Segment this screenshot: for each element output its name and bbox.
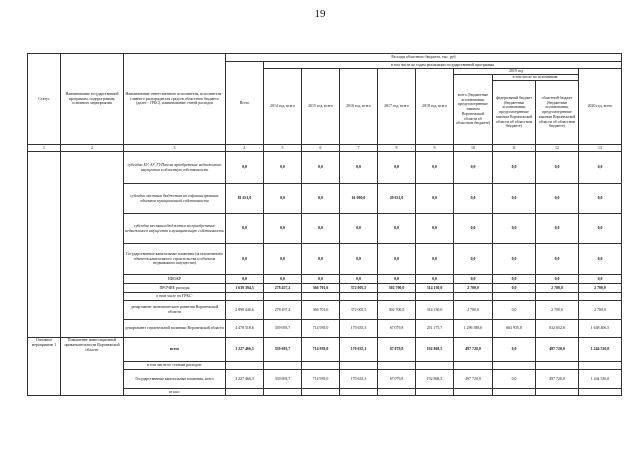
cell-value: 0,0 bbox=[302, 152, 340, 184]
cell-value: 366 701,6 bbox=[302, 284, 340, 293]
cell-value: 2 700,0 bbox=[454, 301, 493, 320]
cell-value: 0,0 bbox=[493, 275, 536, 284]
cell-value: 0,0 bbox=[264, 184, 302, 214]
cell-value bbox=[302, 293, 340, 301]
header-program-name: Наименование государственной программы, подпрограммы, основного мероприятия bbox=[61, 54, 124, 145]
row-label: департамент экономического развития Воронежской области bbox=[124, 301, 226, 320]
cell-value: 2 700,0 bbox=[454, 284, 493, 293]
cell-value: 0,0 bbox=[454, 275, 493, 284]
cell-value: 2 700,0 bbox=[536, 301, 579, 320]
row-label: Государственные капитальные вложения, всего bbox=[124, 370, 226, 389]
cell-value: 2 700,0 bbox=[536, 284, 579, 293]
cell-value: 1 244 530,0 bbox=[579, 338, 622, 362]
cell-value: 278 457,2 bbox=[264, 284, 302, 293]
cell-value: 0,0 bbox=[493, 244, 536, 275]
cell-value: 0,0 bbox=[493, 152, 536, 184]
cell-value: 170 635,3 bbox=[340, 320, 378, 338]
header-2015: 2015 год, всего bbox=[302, 69, 340, 145]
cell-value: 67 079,8 bbox=[378, 370, 416, 389]
cell-value: 366 701,6 bbox=[302, 301, 340, 320]
cell-value: 0,0 bbox=[264, 275, 302, 284]
cell-value: 0,0 bbox=[493, 284, 536, 293]
column-numbers-row bbox=[28, 145, 622, 152]
cell-value: 0,0 bbox=[340, 152, 378, 184]
row-label: в том числе по статьям расходов: bbox=[124, 362, 226, 370]
cell-value: 497 720,0 bbox=[536, 370, 579, 389]
cell-value: 372 005,5 bbox=[340, 284, 378, 293]
header-2016: 2016 год, всего bbox=[340, 69, 378, 145]
column-number: 4 bbox=[226, 145, 264, 152]
cell-value: 632 652,8 bbox=[536, 320, 579, 338]
header-by-years: в том числе по годам реализации государственной программы bbox=[264, 62, 622, 69]
cell-value: 0,0 bbox=[454, 152, 493, 184]
cell-value: 0,0 bbox=[302, 214, 340, 244]
cell-value: 0,0 bbox=[454, 184, 493, 214]
cell-value: 81 631,0 bbox=[226, 184, 264, 214]
cell-value: 0,0 bbox=[302, 275, 340, 284]
cell-value: 0,0 bbox=[536, 275, 579, 284]
cell-value: 61 000,0 bbox=[340, 184, 378, 214]
cell-value: 1 244 530,0 bbox=[579, 370, 622, 389]
cell-value: 1 639 394,3 bbox=[226, 284, 264, 293]
cell-value: 1 296 588,6 bbox=[454, 320, 493, 338]
cell-value: 0,0 bbox=[340, 275, 378, 284]
cell-value: 714 939,0 bbox=[302, 370, 340, 389]
cell-value: 497 720,0 bbox=[454, 338, 493, 362]
header-2017: 2017 год, всего bbox=[378, 69, 416, 145]
row-label: субсидии БУ, АУ, ГУПам на приобретение недвижимого имущества в областную собственность bbox=[124, 152, 226, 184]
column-number: 9 bbox=[416, 145, 454, 152]
header-2018: 2018 год, всего bbox=[416, 69, 454, 145]
header-2020: 2020 год, всего bbox=[579, 69, 622, 145]
cell-value: 663 935,8 bbox=[493, 320, 536, 338]
cell-value: 0,0 bbox=[226, 214, 264, 244]
header-status: Статус bbox=[28, 54, 61, 145]
cell-value: 0,0 bbox=[378, 214, 416, 244]
column-number: 13 bbox=[579, 145, 622, 152]
header-2014: 2014 год, всего bbox=[264, 69, 302, 145]
main-event-status: Основное мероприятие 1 bbox=[28, 338, 61, 396]
cell-value: 0,0 bbox=[536, 214, 579, 244]
cell-value: 497 720,0 bbox=[454, 370, 493, 389]
cell-value: 4 478 518,6 bbox=[226, 320, 264, 338]
cell-value: 0,0 bbox=[302, 244, 340, 275]
cell-value: 0,0 bbox=[416, 184, 454, 214]
cell-value: 0,0 bbox=[340, 214, 378, 244]
cell-value: 0,0 bbox=[579, 244, 622, 275]
cell-value: 0,0 bbox=[264, 152, 302, 184]
header-by-sources: в том числе по источникам: bbox=[493, 75, 579, 81]
cell-value: 714 939,0 bbox=[302, 320, 340, 338]
cell-value: 2 700,0 bbox=[579, 301, 622, 320]
cell-value: 339 693,7 bbox=[264, 320, 302, 338]
cell-value: 0,0 bbox=[340, 244, 378, 275]
cell-value: 2 890 446,6 bbox=[226, 301, 264, 320]
cell-value: 3 227 466,3 bbox=[226, 370, 264, 389]
column-number: 3 bbox=[124, 145, 226, 152]
cell-value: 339 693,7 bbox=[264, 338, 302, 362]
cell-value: 0,0 bbox=[493, 184, 536, 214]
cell-value: 20 631,0 bbox=[378, 184, 416, 214]
cell-value: 0,0 bbox=[493, 214, 536, 244]
budget-table bbox=[27, 53, 622, 396]
cell-value: 0,0 bbox=[536, 152, 579, 184]
row-label: Государственные капитальные вложения (за исключением объектов капитального строительства и объектов недвижимого имущества) bbox=[124, 244, 226, 275]
row-label: субсидии местным бюджетам на софинансирование объектов муниципальной собственности bbox=[124, 184, 226, 214]
column-number: 8 bbox=[378, 145, 416, 152]
cell-value: 0,0 bbox=[378, 152, 416, 184]
column-number: 10 bbox=[454, 145, 493, 152]
column-number: 1 bbox=[28, 145, 61, 152]
cell-value: 0,0 bbox=[493, 370, 536, 389]
row-label: департамент строительной политики Воронежской области bbox=[124, 320, 226, 338]
cell-value: 0,0 bbox=[378, 244, 416, 275]
cell-value bbox=[340, 293, 378, 301]
cell-value bbox=[416, 293, 454, 301]
cell-value: 3 227 466,3 bbox=[226, 338, 264, 362]
cell-value: 0,0 bbox=[416, 244, 454, 275]
row-label: субсидии местным бюджетам на приобретение недвижимого имущества в муниципальную собственность bbox=[124, 214, 226, 244]
cell-value: 0,0 bbox=[579, 152, 622, 184]
cell-value: 1 638 406,5 bbox=[579, 320, 622, 338]
cell-value: 0,0 bbox=[264, 214, 302, 244]
header-expenses: Расходы областного бюджета, тыс. руб bbox=[226, 54, 622, 62]
cell-value: 339 693,7 bbox=[264, 370, 302, 389]
cell-value: 497 720,0 bbox=[536, 338, 579, 362]
cell-value: 0,0 bbox=[493, 301, 536, 320]
table-row-main-event-total bbox=[28, 338, 622, 362]
cell-value: 314 130,0 bbox=[416, 284, 454, 293]
cell-value: 2 700,0 bbox=[579, 284, 622, 293]
main-event-name: Повышение инвестиционной привлекательности Воронежской области bbox=[61, 338, 124, 396]
column-number: 7 bbox=[340, 145, 378, 152]
cell-value: 0,0 bbox=[264, 244, 302, 275]
header-federal: федеральный бюджет (бюджетные ассигнования, предусмотренные законом Воронежской области об областном бюджете) bbox=[493, 81, 536, 145]
cell-value: 192 868,5 bbox=[416, 370, 454, 389]
column-number: 2 bbox=[61, 145, 124, 152]
cell-value: 0,0 bbox=[493, 338, 536, 362]
cell-value: 314 130,0 bbox=[416, 301, 454, 320]
page-number: 19 bbox=[314, 8, 326, 20]
row-label: ПРОЧИЕ расходы bbox=[124, 284, 226, 293]
cell-value bbox=[454, 293, 493, 301]
cell-value bbox=[536, 293, 579, 301]
cell-value: 0,0 bbox=[416, 152, 454, 184]
cell-value: 0,0 bbox=[226, 244, 264, 275]
cell-value: 0,0 bbox=[454, 214, 493, 244]
row-label: в том числе по ГРБС: bbox=[124, 293, 226, 301]
cell-value bbox=[493, 293, 536, 301]
cell-value: 170 635,3 bbox=[340, 338, 378, 362]
status-cell-empty bbox=[28, 152, 61, 338]
cell-value: 251 175,7 bbox=[416, 320, 454, 338]
header-regional: областной бюджет (бюджетные ассигнования, предусмотренные законом Воронежской области об областном бюджете) bbox=[536, 81, 579, 145]
cell-value: 0,0 bbox=[416, 214, 454, 244]
row-label: из них: bbox=[124, 389, 226, 396]
cell-value bbox=[264, 293, 302, 301]
cell-value: 0,0 bbox=[226, 152, 264, 184]
column-number: 6 bbox=[302, 145, 340, 152]
cell-value: 170 635,3 bbox=[340, 370, 378, 389]
cell-value: 0,0 bbox=[302, 184, 340, 214]
cell-value: 0,0 bbox=[579, 184, 622, 214]
cell-value: 0,0 bbox=[378, 275, 416, 284]
cell-value: 192 868,5 bbox=[416, 338, 454, 362]
header-2019-total: всего (бюджетные ассигнования, предусмотренные законом Воронежской области об областном бюджете) bbox=[454, 75, 493, 145]
cell-value: 278 457,2 bbox=[264, 301, 302, 320]
column-number: 5 bbox=[264, 145, 302, 152]
cell-value: 714 939,0 bbox=[302, 338, 340, 362]
cell-value bbox=[579, 293, 622, 301]
program-cell-empty bbox=[61, 152, 124, 338]
cell-value bbox=[378, 293, 416, 301]
cell-value: 0,0 bbox=[536, 184, 579, 214]
cell-value: 0,0 bbox=[226, 275, 264, 284]
cell-value: 0,0 bbox=[579, 214, 622, 244]
column-number: 11 bbox=[493, 145, 536, 152]
cell-value: 0,0 bbox=[416, 275, 454, 284]
cell-value: 0,0 bbox=[579, 275, 622, 284]
table-row bbox=[28, 152, 622, 184]
cell-value: 67 079,8 bbox=[378, 320, 416, 338]
header-total: Всего bbox=[226, 62, 264, 145]
cell-value: 0,0 bbox=[454, 244, 493, 275]
cell-value bbox=[226, 293, 264, 301]
cell-value: 0,0 bbox=[536, 244, 579, 275]
row-label: НИОКР bbox=[124, 275, 226, 284]
cell-value: 302 700,0 bbox=[378, 284, 416, 293]
row-label: всего bbox=[124, 338, 226, 362]
header-2019: 2019 год bbox=[454, 69, 579, 75]
column-number: 12 bbox=[536, 145, 579, 152]
cell-value: 372 005,5 bbox=[340, 301, 378, 320]
cell-value: 302 700,0 bbox=[378, 301, 416, 320]
header-executor: Наименование ответственного исполнителя, исполнителя - главного распорядителя средств областного бюджета (далее - ГРБС), наименование статей расходов bbox=[124, 54, 226, 145]
cell-value: 67 079,8 bbox=[378, 338, 416, 362]
